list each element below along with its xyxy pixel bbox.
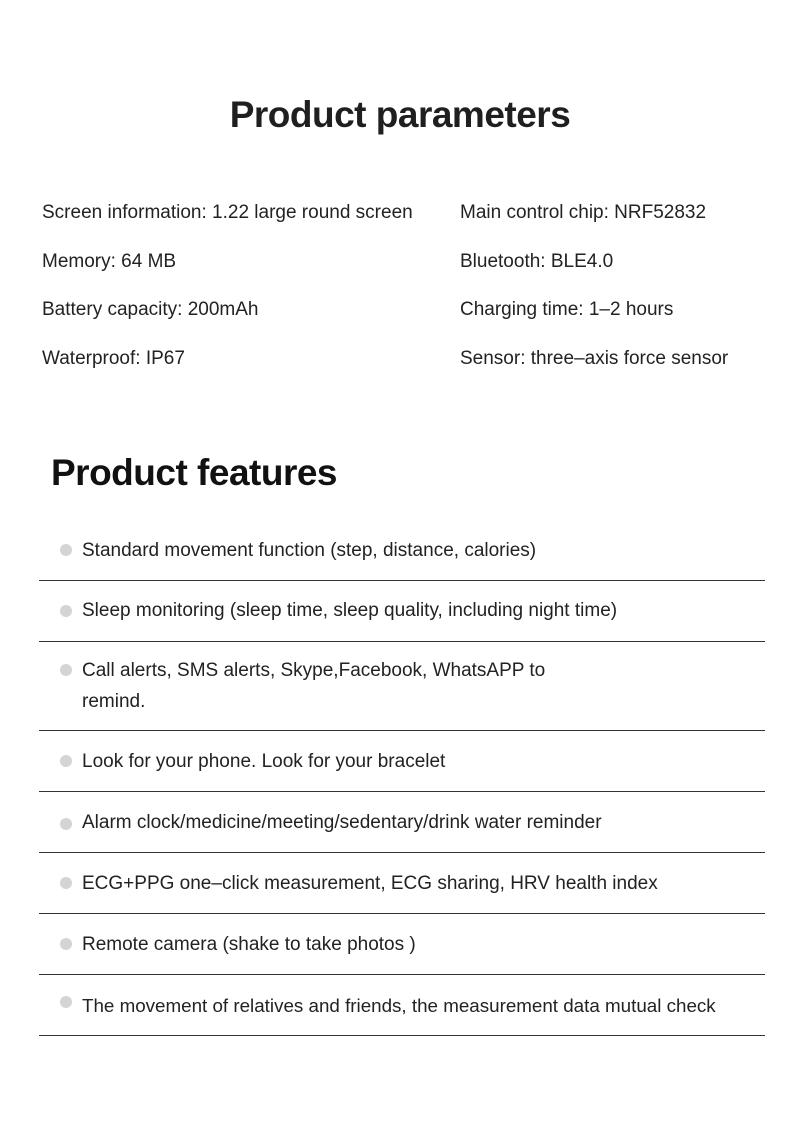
bullet-dot-icon xyxy=(60,544,72,556)
feature-text: ECG+PPG one–click measurement, ECG sharing, HRV health index xyxy=(82,873,658,894)
bullet-dot-icon xyxy=(60,996,72,1008)
param-main-control-chip: Main control chip: NRF52832 xyxy=(460,202,707,223)
feature-item xyxy=(39,914,765,975)
param-sensor: Sensor: three–axis force sensor xyxy=(460,348,729,369)
feature-text: Alarm clock/medicine/meeting/sedentary/drink water reminder xyxy=(82,812,602,833)
param-waterproof: Waterproof: IP67 xyxy=(42,348,185,369)
bullet-dot-icon xyxy=(60,755,72,767)
param-battery-capacity: Battery capacity: 200mAh xyxy=(42,299,259,320)
param-charging-time: Charging time: 1–2 hours xyxy=(460,299,674,320)
feature-text: Look for your phone. Look for your bracelet xyxy=(82,751,446,772)
product-features-title: Product features xyxy=(51,452,338,493)
feature-item xyxy=(39,581,765,642)
param-memory: Memory: 64 MB xyxy=(42,251,177,272)
param-screen-information: Screen information: 1.22 large round screen xyxy=(42,202,413,223)
features-list xyxy=(39,520,765,1036)
feature-text: Standard movement function (step, distance, calories) xyxy=(82,540,537,561)
feature-text-continued: remind. xyxy=(82,691,146,712)
feature-item xyxy=(39,853,765,914)
feature-text: Sleep monitoring (sleep time, sleep quality, including night time) xyxy=(82,600,618,621)
feature-text: The movement of relatives and friends, the measurement data mutual check xyxy=(82,995,716,1016)
feature-text: Call alerts, SMS alerts, Skype,Facebook, WhatsAPP to xyxy=(82,660,546,681)
feature-item xyxy=(39,642,765,731)
bullet-dot-icon xyxy=(60,818,72,830)
bullet-dot-icon xyxy=(60,877,72,889)
param-bluetooth: Bluetooth: BLE4.0 xyxy=(460,251,614,272)
bullet-dot-icon xyxy=(60,664,72,676)
bullet-dot-icon xyxy=(60,605,72,617)
feature-item xyxy=(39,731,765,792)
feature-item xyxy=(39,792,765,853)
product-parameters-title: Product parameters xyxy=(229,94,571,135)
feature-text: Remote camera (shake to take photos ) xyxy=(82,934,416,955)
bullet-dot-icon xyxy=(60,938,72,950)
feature-item xyxy=(39,520,765,581)
feature-item xyxy=(39,975,765,1036)
